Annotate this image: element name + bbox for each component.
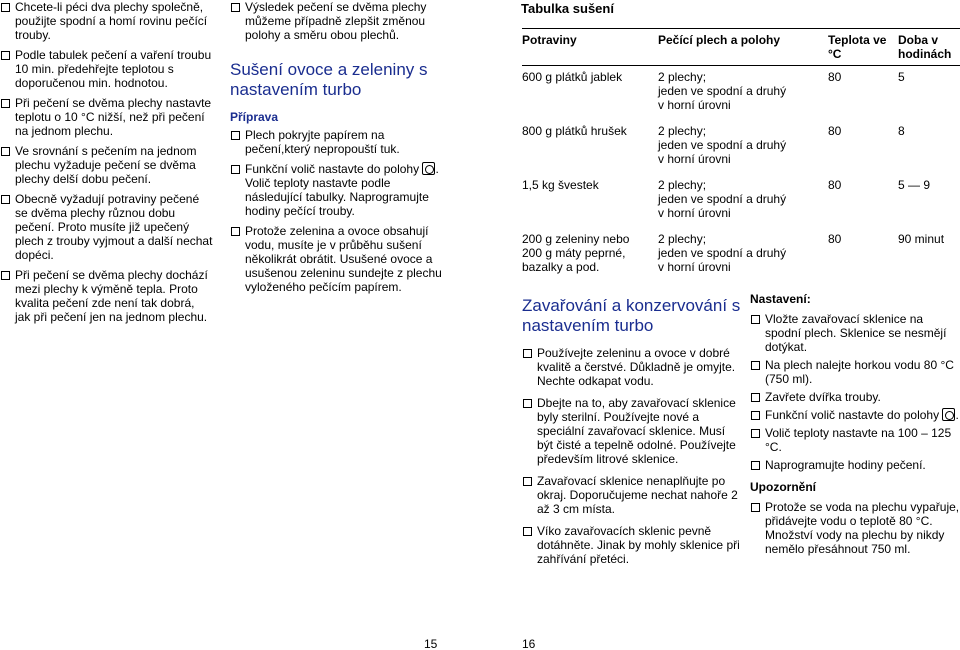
list-item: Ve srovnání s pečením na jednom plechu vyžaduje pečení se dvěma plechy delší dobu pečení. [0,144,213,186]
canning-heading: Zavařování a konzervování s nastavením turbo [522,296,741,335]
column-header: Pečící plech a polohy [658,29,828,66]
table-cell: 90 minut [898,232,945,246]
list-item-text: . Volič teploty nastavte podle následující tabulky. Naprogramujte hodiny pečící trouby. [245,162,439,218]
table-cell: 8 [898,124,905,138]
table-cell: 80 [828,124,842,138]
prep-heading: Příprava [230,110,279,124]
table-row [522,228,960,282]
list-item: Zavřete dvířka trouby. [750,390,960,404]
list-item: Funkční volič nastavte do polohy . [750,408,960,422]
list-item: Obecně vyžadují potraviny pečené se dvěma plechy různou dobu pečení. Proto musíte již upečený plech z trouby vyjmout a další nechat dopéci. [0,192,213,262]
canning-list [522,346,740,566]
table-row [522,174,960,228]
list-item [230,162,443,218]
list-item: Podle tabulek pečení a vaření troubu 10 min. předehřejte teplotou s doporučenou min. hodnotou. [0,48,213,90]
table-cell: 80 [828,178,842,192]
table-row [522,66,960,121]
tips-list [0,0,213,324]
list-item-text: Funkční volič nastavte do polohy [765,408,940,422]
drying-table [522,28,960,282]
list-item: Dbejte na to, aby zavařovací sklenice byly sterilní. Používejte nové a speciální zavařovací sklenice. Musí být čisté a tepelně odolné. Používejte především litrové sklenice. [522,396,740,466]
table-cell: 2 plechy; jeden ve spodní a druhý v horní úrovni [658,178,787,220]
list-item: Protože se voda na plechu vypařuje, přidávejte vodu o teplotě 80 °C. Množství vody na plechu by nikdy nemělo přesáhnout 750 ml. [750,500,960,556]
table-cell: 2 plechy; jeden ve spodní a druhý v horní úrovni [658,124,787,166]
list-item: Při pečení se dvěma plechy nastavte teplotu o 10 °C nižší, než při pečení na jednom plechu. [0,96,213,138]
table-cell: 2 plechy; jeden ve spodní a druhý v horní úrovni [658,232,787,274]
list-item: Víko zavařovacích sklenic pevně dotáhněte. Jinak by mohly sklenice při zahřívání přetéci. [522,524,740,566]
turbo-fan-icon [422,162,435,175]
column-header: Potraviny [522,29,658,66]
intro-list [230,0,443,42]
page-number-left: 15 [424,637,438,650]
list-item-text: Funkční volič nastavte do polohy [245,162,420,176]
column-header: Doba v hodinách [898,29,960,66]
table-cell: 600 g plátků jablek [522,70,623,84]
list-item: Naprogramujte hodiny pečení. [750,458,960,472]
settings-list [750,312,960,472]
list-item: Vložte zavařovací sklenice na spodní plech. Sklenice se nesmějí dotýkat. [750,312,960,354]
settings-column [750,292,960,560]
drying-column [230,0,443,300]
table-header-row [522,29,960,66]
warning-list [750,500,960,556]
table-cell: 5 — 9 [898,178,931,192]
table-title: Tabulka sušení [521,1,614,16]
list-item: Zavařovací sklenice nenaplňujte po okraj. Doporučujeme nechat nahoře 2 až 3 cm místa. [522,474,740,516]
table-cell: 5 [898,70,905,84]
list-item: Na plech nalejte horkou vodu 80 °C (750 ml). [750,358,960,386]
table-cell: 2 plechy; jeden ve spodní a druhý v horní úrovni [658,70,787,112]
prep-list [230,128,443,294]
list-item: Chcete-li péci dva plechy společně, použijte spodní a homí rovinu pečící trouby. [0,0,213,42]
settings-heading: Nastavení: [750,292,811,306]
left-tips-column [0,0,213,330]
table-row [522,120,960,174]
list-item: Volič teploty nastavte na 100 – 125 °C. [750,426,960,454]
turbo-fan-icon [942,408,955,421]
table-cell: 200 g zeleniny nebo 200 g máty peprné, bazalky a pod. [522,232,630,274]
drying-heading: Sušení ovoce a zeleniny s nastavením turbo [230,60,428,99]
table-cell: 80 [828,70,842,84]
table-cell: 1,5 kg švestek [522,178,599,192]
page-number-right: 16 [522,637,536,650]
list-item: Výsledek pečení se dvěma plechy můžeme případně zlepšit změnou polohy a směru obou plechů. [230,0,443,42]
list-item: Plech pokryjte papírem na pečení,který nepropouští tuk. [230,128,443,156]
list-item: Používejte zeleninu a ovoce v dobré kvalitě a čerstvé. Důkladně je omyjte. Nechte odkapat vodu. [522,346,740,388]
list-item: Protože zelenina a ovoce obsahují vodu, musíte je v průběhu sušení několikrát obrátit. Usušené ovoce a usušenou zeleninu sundejte z plechu vyloženého pečícím papírem. [230,224,443,294]
table-cell: 80 [828,232,842,246]
table-cell: 800 g plátků hrušek [522,124,627,138]
list-item: Při pečení se dvěma plechy dochází mezi plechy k výměně tepla. Proto kvalita pečení zde není tak dobrá, jak při pečení jen na jednom plechu. [0,268,213,324]
column-header: Teplota ve °C [828,29,898,66]
warning-heading: Upozornění [750,480,816,494]
